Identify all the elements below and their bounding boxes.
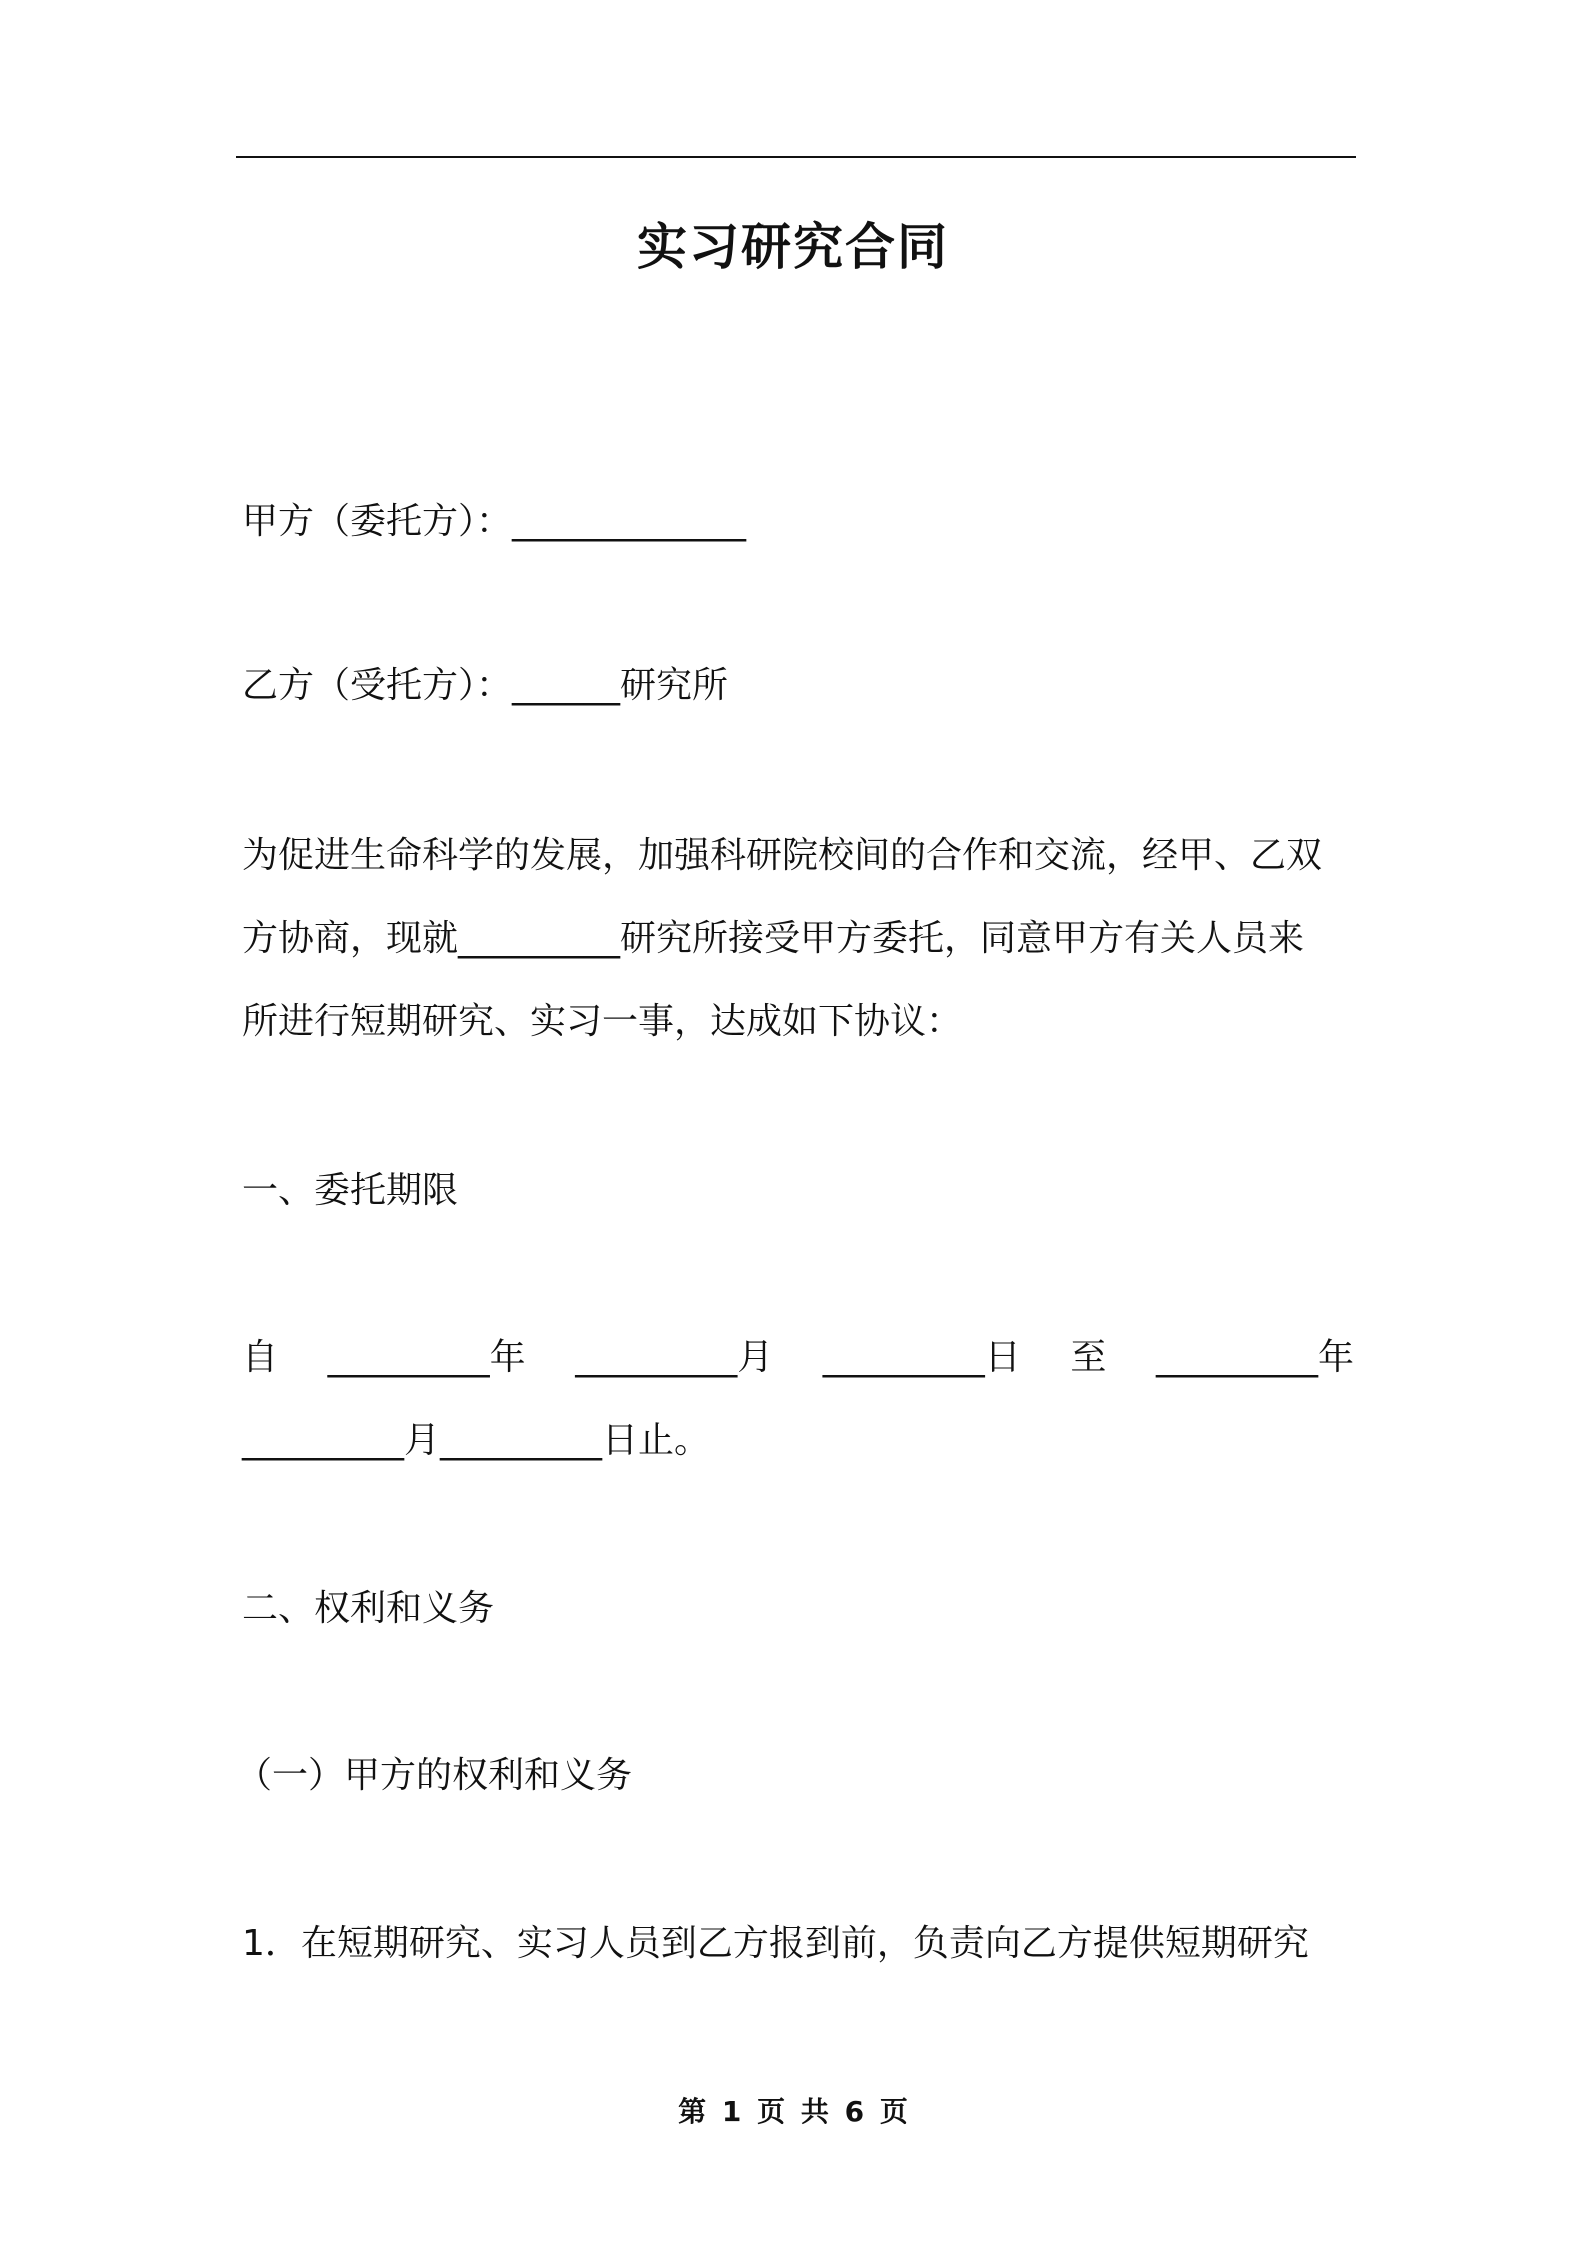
period-start-month: _________月 [575, 1337, 774, 1378]
item-1-line-1: 1．在短期研究、实习人员到乙方报到前，负责向乙方提供短期研究 [242, 1923, 1309, 1964]
section-1-heading: 一、委托期限 [242, 1170, 459, 1211]
intro-line-2: 方协商，现就_________研究所接受甲方委托，同意甲方有关人员来 [242, 918, 1305, 959]
page-indicator: 第 1 页 共 6 页 [678, 2095, 908, 2128]
document-title: 实习研究合同 [637, 218, 949, 276]
intro-line-3: 所进行短期研究、实习一事，达成如下协议： [242, 1001, 963, 1042]
subsection-1-heading: （一）甲方的权利和义务 [236, 1755, 633, 1796]
intro-line-1: 为促进生命科学的发展，加强科研院校间的合作和交流，经甲、乙双 [242, 835, 1323, 876]
period-to: 至 [1070, 1337, 1107, 1378]
period-end-year: _________年 [1155, 1337, 1354, 1378]
party-a-line: 甲方（委托方）：_____________ [242, 501, 747, 542]
party-b-line: 乙方（受托方）：______研究所 [242, 665, 729, 706]
section-2-heading: 二、权利和义务 [242, 1588, 495, 1629]
period-line-2: _________月_________日止。 [242, 1420, 711, 1461]
header-rule [236, 156, 1356, 158]
period-start-year: _________年 [327, 1337, 526, 1378]
period-line-1 [242, 1333, 1354, 1383]
period-start-day: _________日 [822, 1337, 1021, 1378]
period-from: 自 [242, 1337, 279, 1378]
